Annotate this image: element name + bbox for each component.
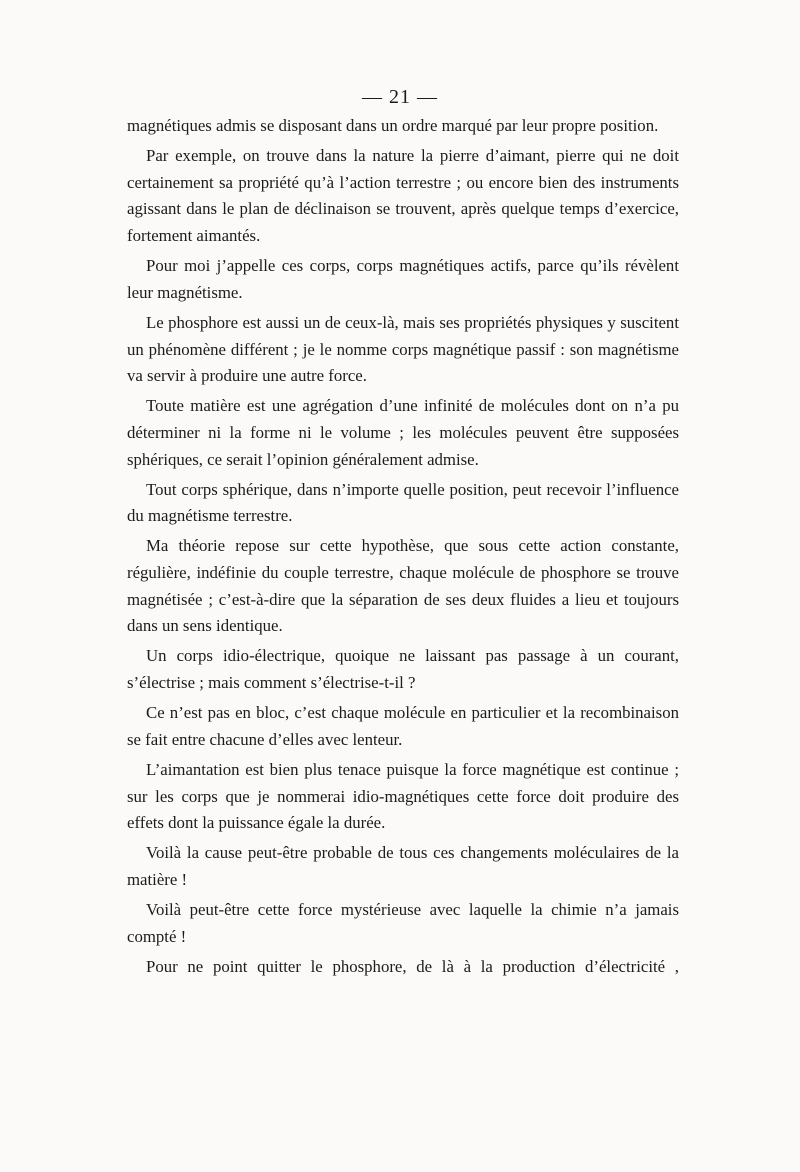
paragraph: Par exemple, on trouve dans la nature la pierre d’aimant, pierre qui ne doit certainement sa propriété qu’à l’action terrestre ; ou encore bien des instruments agissant dans le plan de déclinaison se trouvent, après quelque temps d’exercice, fortement aimantés.: [127, 146, 679, 245]
paragraph: Voilà la cause peut-être probable de tous ces changements moléculaires de la matière !: [127, 843, 679, 889]
paragraph: Le phosphore est aussi un de ceux-là, mais ses propriétés physiques y suscitent un phénomène différent ; je le nomme corps magnétique passif : son magnétisme va servir à produire une autre force.: [127, 312, 679, 386]
paragraph: Toute matière est une agrégation d’une infinité de molécules dont on n’a pu déterminer ni la forme ni le volume ; les molécules peuvent être supposées sphériques, ce serait l’opinion généralement admise.: [127, 396, 679, 469]
paragraph: Voilà peut-être cette force mystérieuse avec laquelle la chimie n’a jamais compté !: [127, 900, 679, 946]
paragraph: Pour ne point quitter le phosphore, de là à la production d’électricité ,: [146, 956, 679, 976]
page-number: — 21 —: [362, 86, 438, 108]
paragraph: L’aimantation est bien plus tenace puisque la force magnétique est continue ; sur les corps que je nommerai idio-magnétiques cette force doit produire des effets dont la puissance égale la durée.: [127, 760, 679, 833]
paragraph: Ce n’est pas en bloc, c’est chaque molécule en particulier et la recombinaison se fait entre chacune d’elles avec lenteur.: [127, 703, 679, 749]
body-text: [127, 113, 679, 984]
paragraph: Ma théorie repose sur cette hypothèse, que sous cette action constante, régulière, indéfinie du couple terrestre, chaque molécule de phosphore se trouve magnétisée ; c’est-à-dire que la séparation de ses deux fluides a lieu et toujours dans un sens identique.: [127, 536, 679, 636]
paragraph: Pour moi j’appelle ces corps, corps magnétiques actifs, parce qu’ils révèlent leur magnétisme.: [127, 256, 679, 302]
paragraph: Un corps idio-électrique, quoique ne laissant pas passage à un courant, s’électrise ; mais comment s’électrise-t-il ?: [127, 646, 679, 693]
paragraph: magnétiques admis se disposant dans un ordre marqué par leur propre position.: [127, 116, 659, 135]
paragraph: Tout corps sphérique, dans n’importe quelle position, peut recevoir l’influence du magnétisme terrestre.: [127, 479, 679, 526]
